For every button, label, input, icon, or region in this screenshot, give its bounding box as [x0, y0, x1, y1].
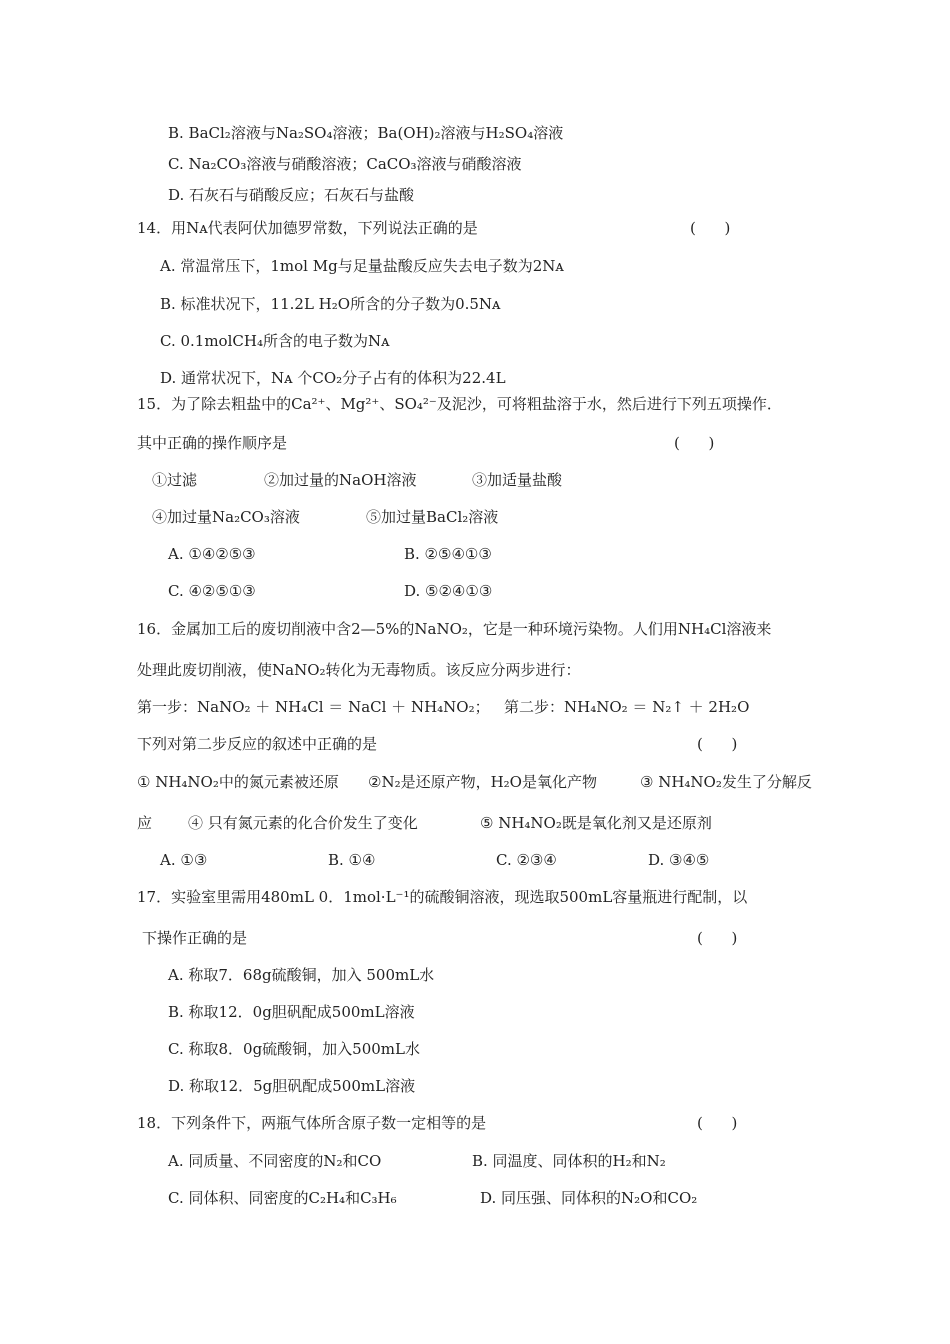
q15-op-2: ②加过量的NaOH溶液 [264, 471, 417, 489]
q16-option-b: B. ①④ [328, 851, 376, 869]
q14-option-d: D. 通常状况下，Nᴀ 个CO₂分子占有的体积为22.4L [160, 369, 506, 387]
q17-stem-line2: 下操作正确的是 [142, 929, 248, 947]
q14-stem: 14．用Nᴀ代表阿伏加德罗常数，下列说法正确的是 [137, 219, 478, 237]
q15-option-b: B. ②⑤④①③ [404, 545, 492, 563]
q16-stem-line2: 处理此废切削液，使NaNO₂转化为无毒物质。该反应分两步进行： [137, 661, 581, 679]
q15-stem-line2: 其中正确的操作顺序是 [137, 434, 288, 452]
q17-option-a: A. 称取7．68g硫酸铜，加入 500mL水 [168, 966, 435, 984]
q15-op-3: ③加适量盐酸 [472, 471, 563, 489]
q16-option-d: D. ③④⑤ [648, 851, 710, 869]
q17-answer-paren: ( ) [697, 929, 738, 947]
q16-statement-3: ③ NH₄NO₂发生了分解反 [640, 773, 812, 791]
q16-answer-paren: ( ) [697, 735, 738, 753]
q15-stem-line1: 15．为了除去粗盐中的Ca²⁺、Mg²⁺、SO₄²⁻及泥沙，可将粗盐溶于水，然后进行下列五项操作． [137, 395, 782, 413]
q16-statement-1: ① NH₄NO₂中的氮元素被还原 [137, 773, 339, 791]
q18-option-c: C. 同体积、同密度的C₂H₄和C₃H₆ [168, 1189, 397, 1207]
q16-step-1: 第一步：NaNO₂ ＋ NH₄Cl ＝ NaCl ＋ NH₄NO₂； [137, 698, 490, 716]
q18-option-d: D. 同压强、同体积的N₂O和CO₂ [480, 1189, 698, 1207]
q13-option-d: D. 石灰石与硝酸反应；石灰石与盐酸 [168, 186, 415, 204]
q15-option-a: A. ①④②⑤③ [168, 545, 256, 563]
q15-op-1: ①过滤 [152, 471, 198, 489]
q17-stem-line1: 17．实验室里需用480mL 0．1mol·L⁻¹的硫酸铜溶液，现选取500mL容量瓶进行配制，以 [137, 888, 748, 906]
q18-answer-paren: ( ) [697, 1114, 738, 1132]
q15-answer-paren: ( ) [674, 434, 715, 452]
q15-option-d: D. ⑤②④①③ [404, 582, 493, 600]
q16-step-2: 第二步：NH₄NO₂ ＝ N₂↑ ＋ 2H₂O [504, 698, 750, 716]
q14-option-c: C. 0.1molCH₄所含的电子数为Nᴀ [160, 332, 390, 350]
q15-op-4: ④加过量Na₂CO₃溶液 [152, 508, 300, 526]
q16-statement-2: ②N₂是还原产物，H₂O是氧化产物 [368, 773, 597, 791]
q15-option-c: C. ④②⑤①③ [168, 582, 256, 600]
q16-option-a: A. ①③ [160, 851, 208, 869]
q17-option-c: C. 称取8．0g硫酸铜，加入500mL水 [168, 1040, 420, 1058]
q16-statement-5: ⑤ NH₄NO₂既是氧化剂又是还原剂 [480, 814, 712, 832]
q16-stem-line3: 下列对第二步反应的叙述中正确的是 [137, 735, 378, 753]
q14-option-b: B. 标准状况下，11.2L H₂O所含的分子数为0.5Nᴀ [160, 295, 501, 313]
q16-statement-3-wrap: 应 [137, 814, 153, 832]
q17-option-b: B. 称取12．0g胆矾配成500mL溶液 [168, 1003, 415, 1021]
q18-stem: 18．下列条件下，两瓶气体所含原子数一定相等的是 [137, 1114, 487, 1132]
q18-option-a: A. 同质量、不同密度的N₂和CO [168, 1152, 382, 1170]
q17-option-d: D. 称取12．5g胆矾配成500mL溶液 [168, 1077, 416, 1095]
q14-answer-paren: ( ) [690, 219, 731, 237]
q18-option-b: B. 同温度、同体积的H₂和N₂ [472, 1152, 666, 1170]
q13-option-b: B. BaCl₂溶液与Na₂SO₄溶液；Ba(OH)₂溶液与H₂SO₄溶液 [168, 124, 564, 142]
q16-option-c: C. ②③④ [496, 851, 557, 869]
q13-option-c: C. Na₂CO₃溶液与硝酸溶液；CaCO₃溶液与硝酸溶液 [168, 155, 522, 173]
q14-option-a: A. 常温常压下，1mol Mg与足量盐酸反应失去电子数为2Nᴀ [160, 257, 564, 275]
q16-statement-4: ④ 只有氮元素的化合价发生了变化 [188, 814, 418, 832]
q15-op-5: ⑤加过量BaCl₂溶液 [366, 508, 499, 526]
q16-stem-line1: 16．金属加工后的废切削液中含2—5%的NaNO₂，它是一种环境污染物。人们用NH₄Cl溶液来 [137, 620, 772, 638]
